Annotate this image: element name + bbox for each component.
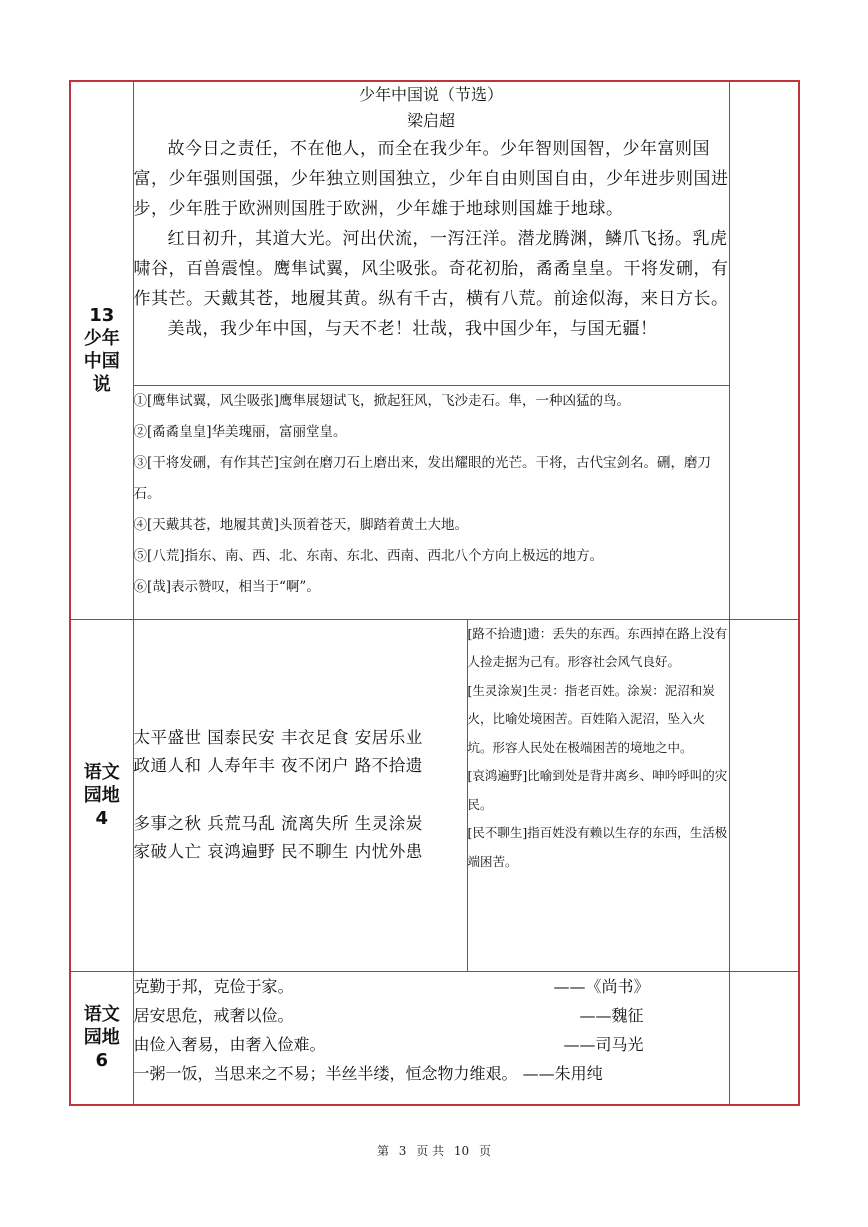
- label-line: 园地: [83, 1027, 120, 1049]
- quote-source: ——魏征: [579, 1005, 644, 1025]
- label-number: 13: [89, 305, 115, 327]
- explanation-item: [民不聊生]指百姓没有赖以生存的东西，生活极端困苦。: [467, 825, 728, 869]
- poem-paragraph: 红日初升，其道大光。河出伏流，一泻汪洋。潜龙腾渊，鳞爪飞扬。乳虎啸谷，百兽震惶。鹰隼试翼，风尘吸张。奇花初胎，矞矞皇皇。干将发硎，有作其芒。天戴其苍，地履其黄。纵有千古，横有八荒。前途似海，来日方长。: [133, 229, 729, 309]
- poem-cell: [133, 81, 729, 385]
- blank-column: [729, 81, 799, 619]
- label-line: 园地: [83, 784, 120, 806]
- idioms-row: [70, 619, 799, 971]
- quote-source: ——《尚书》: [553, 976, 650, 996]
- label-line: 中国: [83, 351, 120, 373]
- blank-column: [729, 619, 799, 971]
- poem-paragraph: 美哉，我少年中国，与天不老！壮哉，我中国少年，与国无疆！: [167, 319, 658, 339]
- poem-paragraph: 故今日之责任，不在他人，而全在我少年。少年智则国智，少年富则国富，少年强则国强，少年独立则国独立，少年自由则国自由，少年进步则国进步，少年胜于欧洲则国胜于欧洲，少年雄于地球则国雄于地球。: [133, 139, 729, 219]
- idiom-row: 政通人和 人寿年丰 夜不闭户 路不拾遗: [133, 756, 423, 775]
- quote-line: [134, 1001, 729, 1030]
- section-label-13: [70, 81, 133, 619]
- note-item: ⑥[哉]表示赞叹，相当于“啊”。: [133, 578, 320, 595]
- idiom-row: 多事之秋 兵荒马乱 流离失所 生灵涂炭: [133, 814, 423, 833]
- label-line: 少年: [83, 328, 120, 350]
- label-line: 语文: [83, 761, 120, 783]
- quotes-row: [70, 971, 799, 1105]
- quote-text: 居安思危，戒奢以俭。: [133, 1005, 294, 1025]
- explanations-cell: [467, 619, 729, 971]
- content-table: [69, 80, 800, 1106]
- note-item: ②[矞矞皇皇]华美瑰丽，富丽堂皇。: [133, 423, 347, 440]
- note-item: ④[天戴其苍，地履其黄]头顶着苍天，脚踏着黄土大地。: [133, 516, 469, 533]
- explanation-item: [生灵涂炭]生灵：指老百姓。涂炭：泥沼和炭火，比喻处境困苦。百姓陷入泥沼，坠入火坑。形容人民处在极端困苦的境地之中。: [467, 682, 715, 755]
- page-footer: [0, 1142, 868, 1159]
- quote-source: ——司马光: [563, 1034, 644, 1054]
- idiom-row: 家破人亡 哀鸿遍野 民不聊生 内忧外患: [133, 842, 423, 861]
- quotes-cell: [133, 971, 729, 1105]
- quote-line: [134, 1030, 729, 1059]
- quote-text: 由俭入奢易，由奢入俭难。: [133, 1034, 326, 1054]
- section-label-yuwen-6: [70, 971, 133, 1105]
- idioms-cell: [133, 619, 467, 971]
- poem-row: [70, 81, 799, 385]
- quote-source: ——朱用纯: [522, 1063, 603, 1083]
- label-line: 说: [92, 374, 111, 396]
- label-line: 语文: [83, 1004, 120, 1026]
- poem-author: 梁启超: [406, 111, 455, 130]
- footer-total-pages: 10: [453, 1144, 470, 1158]
- explanation-item: [哀鸿遍野]比喻到处是背井离乡、呻吟呼叫的灾民。: [467, 768, 728, 812]
- note-item: ⑤[八荒]指东、南、西、北、东南、东北、西南、西北八个方向上极远的地方。: [133, 547, 604, 564]
- footer-mid: 页 共: [416, 1144, 445, 1158]
- notes-cell: [133, 385, 729, 619]
- label-number: 6: [95, 1050, 109, 1072]
- note-item: ③[干将发硎，有作其芒]宝剑在磨刀石上磨出来，发出耀眼的光芒。干将，古代宝剑名。硎，磨刀石。: [133, 454, 712, 502]
- footer-prefix: 第: [376, 1144, 389, 1158]
- section-label-yuwen-4: [70, 619, 133, 971]
- explanation-item: [路不拾遗]遗：丢失的东西。东西掉在路上没有人捡走据为己有。形容社会风气良好。: [467, 625, 728, 669]
- blank-column: [729, 971, 799, 1105]
- notes-row: [70, 385, 799, 619]
- note-item: ①[鹰隼试翼，风尘吸张]鹰隼展翅试飞，掀起狂风，飞沙走石。隼，一种凶猛的鸟。: [133, 392, 631, 409]
- footer-suffix: 页: [479, 1144, 492, 1158]
- quote-text: 一粥一饭，当思来之不易；半丝半缕，恒念物力维艰。: [133, 1063, 518, 1083]
- label-number: 4: [95, 807, 109, 829]
- footer-current-page: 3: [398, 1144, 407, 1158]
- quote-text: 克勤于邦，克俭于家。: [133, 976, 294, 996]
- idiom-spacer: [134, 780, 467, 810]
- quote-line: [134, 1059, 729, 1088]
- poem-title: 少年中国说（节选）: [358, 85, 503, 104]
- quote-line: [134, 972, 729, 1001]
- idiom-row: 太平盛世 国泰民安 丰衣足食 安居乐业: [133, 728, 423, 747]
